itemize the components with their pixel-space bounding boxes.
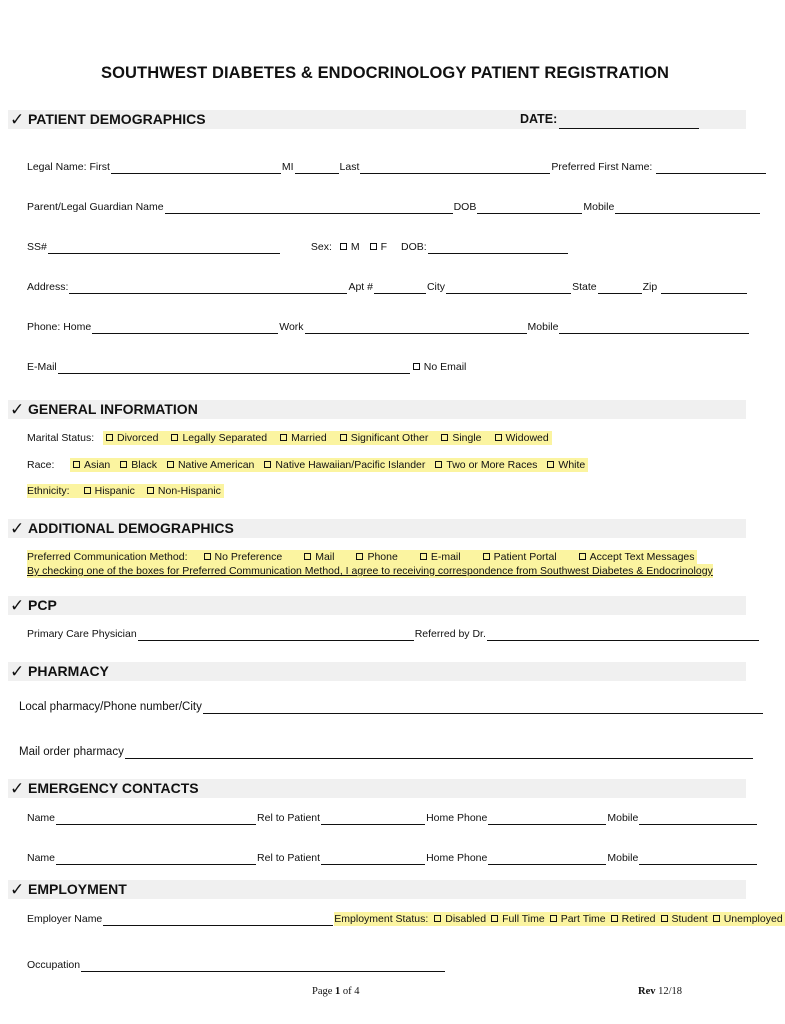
apt-field[interactable] — [374, 281, 426, 294]
mail-pharmacy-label: Mail order pharmacy — [19, 746, 124, 758]
local-pharmacy-field[interactable] — [203, 701, 763, 714]
checkbox-icon[interactable] — [495, 434, 502, 441]
last-label: Last — [339, 161, 360, 173]
employment-option-label: Student — [671, 913, 708, 925]
race-option-white[interactable] — [547, 458, 585, 472]
mi-field[interactable] — [295, 161, 339, 174]
comm-option-patient-portal[interactable] — [483, 550, 557, 564]
mobile-label: Mobile — [583, 201, 615, 213]
ethnicity-option-hispanic[interactable] — [84, 484, 135, 498]
ec-home-field[interactable] — [488, 852, 606, 865]
employer-row — [27, 912, 785, 926]
work-field[interactable] — [305, 321, 527, 334]
pcp-row — [27, 627, 760, 641]
emp-options — [434, 913, 782, 925]
employer-field[interactable] — [103, 913, 333, 926]
checkbox-icon[interactable] — [340, 434, 347, 441]
checkbox-icon[interactable] — [167, 461, 174, 468]
marital-option-label: Married — [291, 432, 327, 444]
city-field[interactable] — [446, 281, 571, 294]
checkbox-icon[interactable] — [434, 915, 441, 922]
rev-value: 12/18 — [658, 986, 683, 997]
marital-row — [27, 431, 552, 445]
employer-label: Employer Name — [27, 913, 103, 925]
marital-option-single[interactable] — [441, 431, 481, 445]
page-current: 1 — [335, 986, 341, 997]
employment-option-label: Part Time — [560, 913, 606, 925]
emergency-contact-row-1 — [27, 811, 758, 825]
marital-option-label: Legally Separated — [182, 432, 268, 444]
comm-highlight — [27, 550, 697, 564]
ethnicity-option-non-hispanic[interactable] — [147, 484, 221, 498]
address-row — [27, 280, 748, 294]
check-icon: ✓ — [10, 779, 25, 798]
employment-option-label: Retired — [621, 913, 656, 925]
section-emergency-contacts — [8, 779, 746, 798]
marital-option-label: Divorced — [117, 432, 159, 444]
employment-option-label: Disabled — [445, 913, 487, 925]
phone-home-label: Phone: Home — [27, 321, 92, 333]
race-option-two-or-more-races[interactable] — [435, 458, 537, 472]
dob2-label: DOB: — [401, 241, 427, 253]
guardian-row — [27, 200, 761, 214]
ec-mobile-label: Mobile — [607, 812, 639, 824]
sex-label: Sex: — [310, 241, 332, 253]
ec-home-field[interactable] — [488, 812, 606, 825]
legal-name-row — [27, 160, 767, 174]
ec-home-label: Home Phone — [426, 852, 488, 864]
employment-option-unemployed[interactable] — [713, 912, 783, 926]
zip-label: Zip — [642, 281, 658, 293]
page-prefix: Page — [312, 986, 333, 997]
preferred-first-label: Preferred First Name: — [551, 161, 653, 173]
comm-consent-text: By checking one of the boxes for Preferred Communication Method, I agree to receiving correspondence from Southwest Diabetes & Endocrinology — [27, 565, 713, 577]
employment-option-label: Unemployed — [723, 913, 783, 925]
checkbox-icon[interactable] — [547, 461, 554, 468]
marital-option-label: Significant Other — [350, 432, 429, 444]
email-field[interactable] — [58, 361, 410, 374]
checkbox-icon[interactable] — [73, 461, 80, 468]
section-employment — [8, 880, 746, 899]
work-label: Work — [279, 321, 304, 333]
dob-field[interactable] — [477, 201, 582, 214]
check-icon: ✓ — [10, 662, 25, 681]
section-general-information — [8, 400, 746, 419]
ec-rel-label: Rel to Patient — [257, 812, 321, 824]
page-total: 4 — [354, 986, 360, 997]
check-icon: ✓ — [10, 596, 25, 615]
dob-label: DOB — [453, 201, 477, 213]
race-option-label: Two or More Races — [446, 459, 538, 471]
ethnicity-highlight — [27, 484, 224, 498]
referred-label: Referred by Dr. — [414, 628, 486, 640]
ec-name-label: Name — [27, 852, 56, 864]
checkbox-icon[interactable] — [356, 553, 363, 560]
comm-consent-row — [27, 564, 713, 578]
comm-option-phone[interactable] — [356, 550, 397, 564]
checkbox-icon[interactable] — [147, 487, 154, 494]
marital-option-legally-separated[interactable] — [171, 431, 267, 445]
checkbox-icon[interactable] — [204, 553, 211, 560]
checkbox-icon[interactable] — [550, 915, 557, 922]
employment-option-label: Full Time — [502, 913, 545, 925]
state-label: State — [572, 281, 597, 293]
marital-option-divorced[interactable] — [106, 431, 158, 445]
race-option-label: Asian — [84, 459, 111, 471]
race-option-label: Native American — [177, 459, 255, 471]
marital-option-significant-other[interactable] — [340, 431, 429, 445]
section-title: PCP — [28, 597, 57, 613]
checkbox-icon[interactable] — [264, 461, 271, 468]
ethnicity-row — [27, 484, 224, 498]
race-option-black[interactable] — [120, 458, 157, 472]
page-of: of — [342, 986, 352, 997]
occupation-row — [27, 958, 446, 972]
section-pharmacy — [8, 662, 746, 681]
check-icon: ✓ — [10, 110, 25, 129]
ec-mobile-field[interactable] — [639, 812, 757, 825]
occupation-label: Occupation — [27, 959, 81, 971]
no-email-option[interactable] — [413, 360, 467, 374]
ec-name-field[interactable] — [56, 852, 256, 865]
ethnicity-option-label: Hispanic — [94, 485, 135, 497]
employment-option-student[interactable] — [661, 912, 708, 926]
emp-status-label: Employment Status: — [334, 913, 429, 925]
race-option-asian[interactable] — [73, 458, 110, 472]
comm-option-label: E-mail — [430, 551, 461, 563]
mobile2-label: Mobile — [527, 321, 559, 333]
section-patient-demographics — [8, 110, 746, 129]
emergency-contact-row-2 — [27, 851, 758, 865]
no-email-label: No Email — [423, 361, 467, 373]
date-field[interactable] — [520, 110, 699, 129]
comm-option-label: Phone — [367, 551, 398, 563]
race-option-native-hawaiian-pacific-islander[interactable] — [264, 458, 425, 472]
checkbox-icon[interactable] — [84, 487, 91, 494]
race-label: Race: — [27, 459, 55, 471]
checkbox-icon[interactable] — [304, 553, 311, 560]
employment-option-disabled[interactable] — [434, 912, 486, 926]
ec-rel-field[interactable] — [321, 812, 425, 825]
legal-first-label: Legal Name: First — [27, 161, 110, 173]
comm-option-no-preference[interactable] — [204, 550, 283, 564]
checkbox-icon[interactable] — [579, 553, 586, 560]
checkbox-icon[interactable] — [713, 915, 720, 922]
checkbox-icon[interactable] — [106, 434, 113, 441]
emp-status-highlight — [334, 912, 784, 926]
email-row — [27, 360, 466, 374]
checkbox-icon[interactable] — [491, 915, 498, 922]
form-title: SOUTHWEST DIABETES & ENDOCRINOLOGY PATIENT REGISTRATION — [100, 64, 670, 82]
section-pcp — [8, 596, 746, 615]
comm-option-accept-text-messages[interactable] — [579, 550, 695, 564]
sex-m-option[interactable] — [340, 240, 360, 254]
section-title: PATIENT DEMOGRAPHICS — [28, 111, 206, 127]
referred-field[interactable] — [487, 628, 759, 641]
checkbox-icon[interactable] — [413, 363, 420, 370]
checkbox-icon[interactable] — [611, 915, 618, 922]
mi-label: MI — [281, 161, 294, 173]
marital-option-widowed[interactable] — [495, 431, 549, 445]
comm-option-label: No Preference — [214, 551, 283, 563]
marital-label: Marital Status: — [27, 432, 95, 444]
marital-option-label: Widowed — [505, 432, 549, 444]
section-title: GENERAL INFORMATION — [28, 401, 198, 417]
ss-row — [27, 240, 569, 254]
ec-rel-label: Rel to Patient — [257, 852, 321, 864]
comm-option-e-mail[interactable] — [420, 550, 461, 564]
ethnicity-label: Ethnicity: — [27, 485, 70, 497]
checkbox-icon[interactable] — [340, 243, 347, 250]
occupation-field[interactable] — [81, 959, 445, 972]
checkbox-icon[interactable] — [280, 434, 287, 441]
comm-options — [204, 551, 695, 563]
ethnicity-options — [84, 485, 221, 497]
employment-option-full-time[interactable] — [491, 912, 545, 926]
first-name-field[interactable] — [111, 161, 281, 174]
guardian-label: Parent/Legal Guardian Name — [27, 201, 164, 213]
race-option-label: White — [558, 459, 586, 471]
state-field[interactable] — [598, 281, 642, 294]
comm-option-label: Patient Portal — [493, 551, 557, 563]
comm-method-row — [27, 550, 697, 564]
comm-option-label: Mail — [315, 551, 335, 563]
preferred-first-field[interactable] — [656, 161, 766, 174]
section-additional-demographics — [8, 519, 746, 538]
race-option-label: Native Hawaiian/Pacific Islander — [275, 459, 426, 471]
check-icon: ✓ — [10, 880, 25, 899]
local-pharmacy-row — [19, 700, 764, 714]
address-label: Address: — [27, 281, 69, 293]
ec-home-label: Home Phone — [426, 812, 488, 824]
race-options — [70, 458, 588, 472]
section-title: ADDITIONAL DEMOGRAPHICS — [28, 520, 234, 536]
mail-pharmacy-field[interactable] — [125, 746, 753, 759]
date-line[interactable] — [559, 115, 699, 129]
dob2-field[interactable] — [428, 241, 568, 254]
sex-f-label: F — [380, 241, 388, 253]
pcp-field[interactable] — [138, 628, 414, 641]
employment-option-part-time[interactable] — [550, 912, 606, 926]
local-pharmacy-label: Local pharmacy/Phone number/City — [19, 701, 202, 713]
checkbox-icon[interactable] — [120, 461, 127, 468]
race-option-label: Black — [131, 459, 157, 471]
checkbox-icon[interactable] — [661, 915, 668, 922]
race-row — [27, 458, 588, 472]
ec-name-label: Name — [27, 812, 56, 824]
marital-option-label: Single — [452, 432, 482, 444]
section-title: EMPLOYMENT — [28, 881, 127, 897]
last-name-field[interactable] — [360, 161, 550, 174]
sex-f-option[interactable] — [370, 240, 387, 254]
revision — [638, 986, 682, 997]
comm-method-label: Preferred Communication Method: — [27, 551, 188, 563]
ec-mobile-label: Mobile — [607, 852, 639, 864]
check-icon: ✓ — [10, 400, 25, 419]
mobile2-field[interactable] — [559, 321, 749, 334]
checkbox-icon[interactable] — [441, 434, 448, 441]
phone-row — [27, 320, 750, 334]
zip-field[interactable] — [661, 281, 747, 294]
section-title: EMERGENCY CONTACTS — [28, 780, 199, 796]
address-field[interactable] — [69, 281, 347, 294]
ec-name-field[interactable] — [56, 812, 256, 825]
city-label: City — [426, 281, 446, 293]
checkbox-icon[interactable] — [370, 243, 377, 250]
ec-mobile-field[interactable] — [639, 852, 757, 865]
checkbox-icon[interactable] — [435, 461, 442, 468]
phone-home-field[interactable] — [92, 321, 278, 334]
ethnicity-option-label: Non-Hispanic — [157, 485, 221, 497]
pcp-label: Primary Care Physician — [27, 628, 137, 640]
marital-option-married[interactable] — [280, 431, 327, 445]
rev-label: Rev — [638, 986, 656, 997]
ss-field[interactable] — [48, 241, 280, 254]
marital-options — [103, 431, 552, 445]
race-option-native-american[interactable] — [167, 458, 254, 472]
comm-option-mail[interactable] — [304, 550, 334, 564]
ec-rel-field[interactable] — [321, 852, 425, 865]
apt-label: Apt # — [348, 281, 373, 293]
sex-m-label: M — [350, 241, 360, 253]
comm-option-label: Accept Text Messages — [589, 551, 695, 563]
mail-pharmacy-row — [19, 745, 754, 759]
employment-option-retired[interactable] — [611, 912, 656, 926]
date-label: DATE: — [520, 112, 558, 126]
ss-label: SS# — [27, 241, 47, 253]
checkbox-icon[interactable] — [171, 434, 178, 441]
email-label: E-Mail — [27, 361, 57, 373]
page-number — [312, 986, 360, 997]
section-title: PHARMACY — [28, 663, 109, 679]
checkbox-icon[interactable] — [420, 553, 427, 560]
check-icon: ✓ — [10, 519, 25, 538]
checkbox-icon[interactable] — [483, 553, 490, 560]
mobile-field[interactable] — [615, 201, 760, 214]
guardian-field[interactable] — [165, 201, 453, 214]
